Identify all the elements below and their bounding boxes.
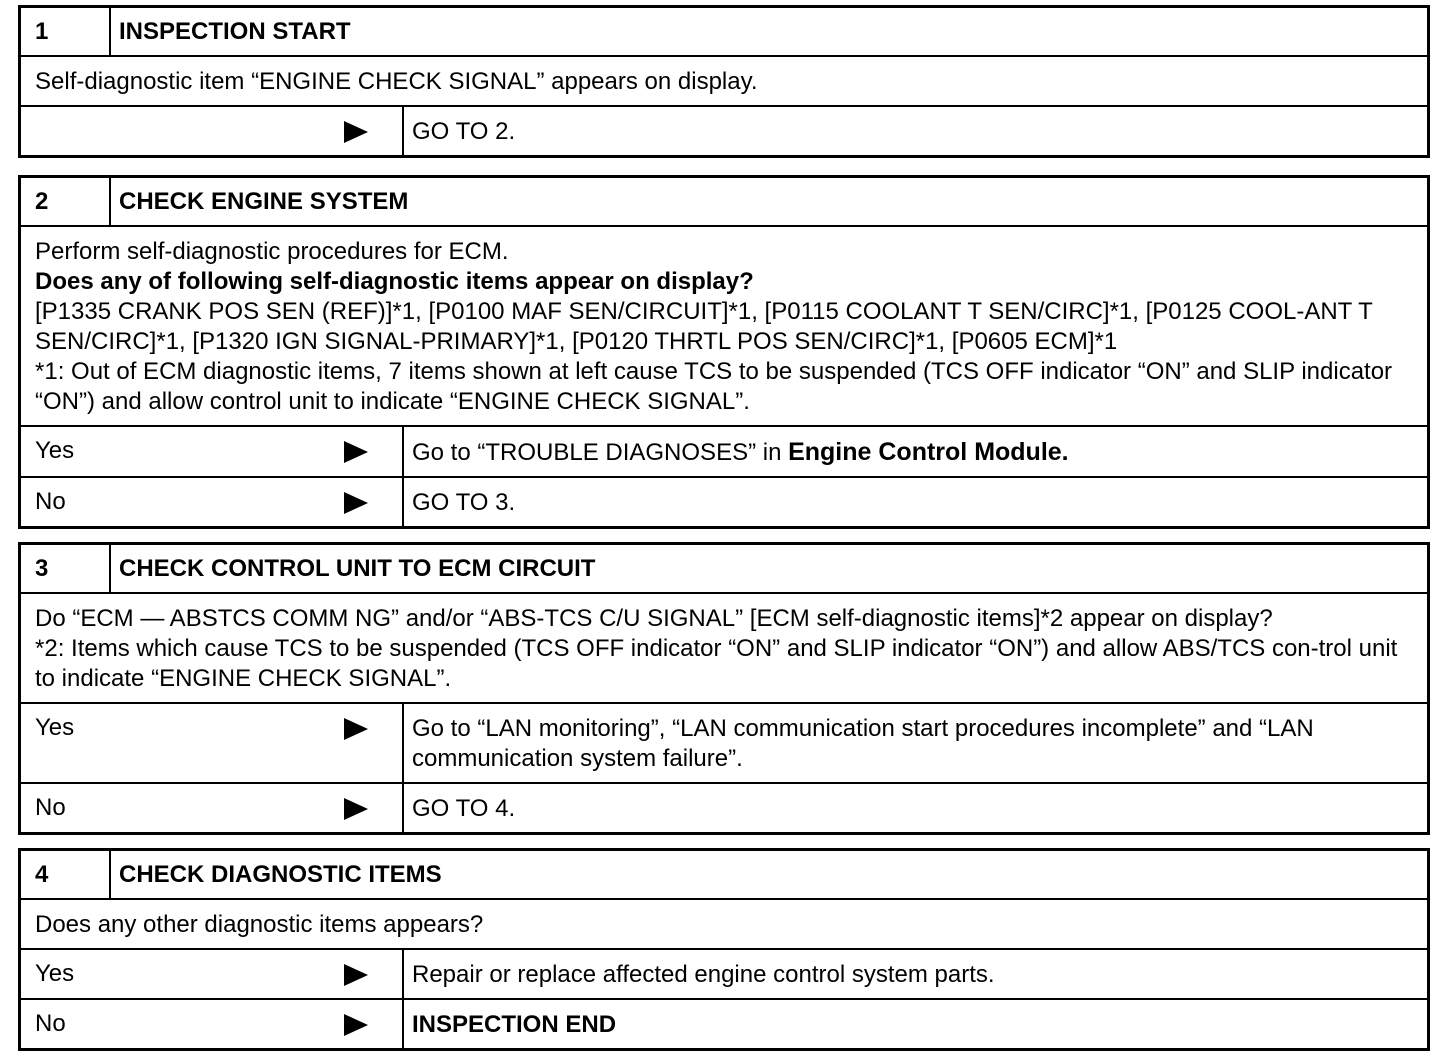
result-label: Yes: [21, 950, 404, 998]
step-title: CHECK DIAGNOSTIC ITEMS: [119, 861, 442, 888]
result-label: No: [21, 478, 404, 526]
arrow-right-icon: [344, 964, 368, 986]
result-row: [21, 998, 1427, 1048]
arrow-right-icon: [344, 121, 368, 143]
body-text: Does any other diagnostic items appears?: [35, 911, 484, 938]
arrow-right-icon: [344, 1014, 368, 1036]
result-row: [21, 948, 1427, 998]
step-title: CHECK ENGINE SYSTEM: [119, 188, 409, 215]
result-row: [21, 702, 1427, 782]
step-number: 1: [21, 8, 111, 55]
step-3-block: [18, 542, 1430, 835]
body-text: [P1335 CRANK POS SEN (REF)]*1, [P0100 MAF SEN/CIRCUIT]*1, [P0115 COOLANT T SEN/CIRC]*1, [P0125 COOL-ANT T SEN/CIRC]*1, [P1320 IGN SIGNAL-PRIMARY]*1, [P0120 THRTL POS SEN/CIRC]*1, [P0605 ECM]*1: [35, 298, 1373, 355]
step-header: [21, 851, 1427, 898]
step-number: 2: [21, 178, 111, 225]
result-label: No: [21, 1000, 404, 1048]
step-number: 3: [21, 545, 111, 592]
result-row: [21, 782, 1427, 832]
body-text: Perform self-diagnostic procedures for ECM.: [35, 238, 509, 265]
step-title: CHECK CONTROL UNIT TO ECM CIRCUIT: [119, 555, 596, 582]
step-body: [21, 592, 1427, 702]
body-text: Self-diagnostic item “ENGINE CHECK SIGNAL” appears on display.: [35, 68, 758, 95]
body-footnote: *1: Out of ECM diagnostic items, 7 items shown at left cause TCS to be suspended (TCS OFF indicator “ON” and SLIP indicator “ON”) and allow control unit to indicate “ENGINE CHECK SIGNAL”.: [35, 358, 1393, 415]
step-header: [21, 545, 1427, 592]
step-4-block: [18, 848, 1430, 1051]
result-label: No: [21, 784, 404, 832]
step-header: [21, 178, 1427, 225]
arrow-right-icon: [344, 718, 368, 740]
body-text: Do “ECM — ABSTCS COMM NG” and/or “ABS-TCS C/U SIGNAL” [ECM self-diagnostic items]*2 appear on display?: [35, 605, 1273, 632]
result-row: [21, 425, 1427, 476]
result-text: GO TO 2.: [412, 118, 516, 145]
result-label: Yes: [21, 704, 404, 782]
result-text: GO TO 3.: [412, 489, 516, 516]
step-body: [21, 55, 1427, 105]
step-1-block: [18, 5, 1430, 158]
result-row: [21, 105, 1427, 155]
step-body: [21, 898, 1427, 948]
result-label: Yes: [21, 427, 404, 476]
arrow-right-icon: [344, 492, 368, 514]
arrow-right-icon: [344, 441, 368, 463]
result-text: Go to “LAN monitoring”, “LAN communication start procedures incomplete” and “LAN communication system failure”.: [412, 715, 1314, 772]
result-row: [21, 476, 1427, 526]
result-label: [21, 107, 404, 155]
step-2-block: [18, 175, 1430, 529]
result-text: INSPECTION END: [412, 1011, 617, 1038]
result-text: Go to “TROUBLE DIAGNOSES” in Engine Control Module.: [412, 438, 1069, 466]
arrow-right-icon: [344, 798, 368, 820]
step-number: 4: [21, 851, 111, 898]
result-text: GO TO 4.: [412, 795, 516, 822]
step-title: INSPECTION START: [119, 18, 351, 45]
body-footnote: *2: Items which cause TCS to be suspended (TCS OFF indicator “ON” and SLIP indicator “ON”) and allow ABS/TCS con-trol unit to indicate “ENGINE CHECK SIGNAL”.: [35, 635, 1398, 692]
step-header: [21, 8, 1427, 55]
step-body: [21, 225, 1427, 425]
result-emphasis: Engine Control Module.: [788, 438, 1069, 466]
body-question: Does any of following self-diagnostic items appear on display?: [35, 268, 754, 295]
result-text: Repair or replace affected engine control system parts.: [412, 961, 995, 988]
